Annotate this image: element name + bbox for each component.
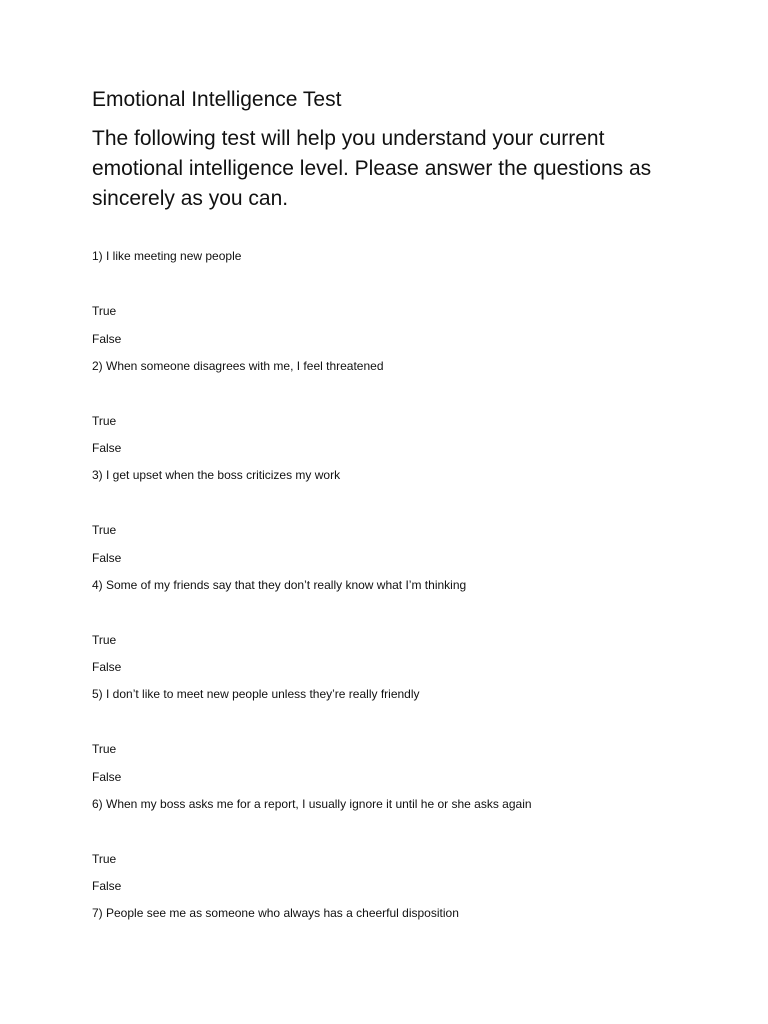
question-5-option-false: False xyxy=(92,770,122,784)
question-4: 4) Some of my friends say that they don’t really know what I’m thinking xyxy=(92,578,467,592)
intro-paragraph: The following test will help you understand your current emotional intelligence level. Please answer the questions as sincerely as you can. xyxy=(92,127,652,210)
question-1-option-true: True xyxy=(92,304,117,318)
question-6-option-false: False xyxy=(92,879,122,893)
page-title: Emotional Intelligence Test xyxy=(92,88,342,111)
question-6-option-true: True xyxy=(92,852,117,866)
question-3-option-true: True xyxy=(92,523,117,537)
question-2: 2) When someone disagrees with me, I feel threatened xyxy=(92,359,384,373)
question-1: 1) I like meeting new people xyxy=(92,249,242,263)
question-5-option-true: True xyxy=(92,742,117,756)
question-3: 3) I get upset when the boss criticizes my work xyxy=(92,468,341,482)
question-6: 6) When my boss asks me for a report, I usually ignore it until he or she asks again xyxy=(92,797,532,811)
question-2-option-true: True xyxy=(92,414,117,428)
question-3-option-false: False xyxy=(92,551,122,565)
question-1-option-false: False xyxy=(92,332,122,346)
question-4-option-true: True xyxy=(92,633,117,647)
question-4-option-false: False xyxy=(92,660,122,674)
question-2-option-false: False xyxy=(92,441,122,455)
question-5: 5) I don’t like to meet new people unless they’re really friendly xyxy=(92,687,420,701)
question-7: 7) People see me as someone who always has a cheerful disposition xyxy=(92,906,459,920)
